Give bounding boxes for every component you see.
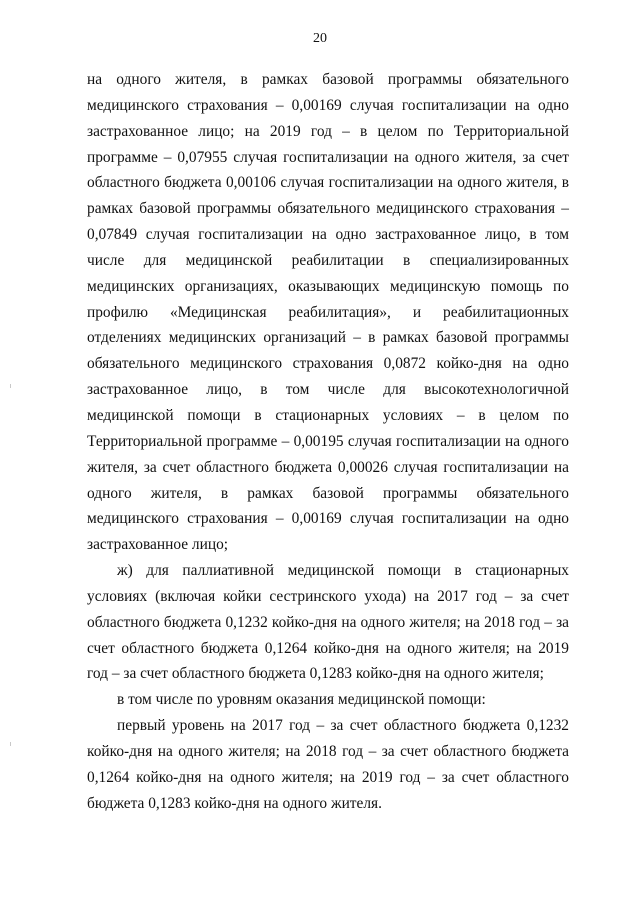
document-body xyxy=(87,67,569,816)
page-number: 20 xyxy=(313,31,327,46)
paragraph-continuation: на одного жителя, в рамках базовой программы обязательного медицинского страхования – 0,00169 случая госпитализации на одно застрахованное лицо; на 2019 год – в целом по Территориальной программе – 0,07955 случая госпитализации на одного жителя, за счет областного бюджета 0,00106 случая госпитализации на одного жителя, в рамках базовой программы обязательного медицинского страхования – 0,07849 случая госпитализации на одно застрахованное лицо, в том числе для медицинской реабилитации в специализированных медицинских организациях, оказывающих медицинскую помощь по профилю «Медицинская реабилитация», и реабилитационных отделениях медицинских организаций – в рамках базовой программы обязательного медицинского страхования 0,0872 койко-дня на одно застрахованное лицо, в том числе для высокотехнологичной медицинской помощи в стационарных условиях – в целом по Территориальной программе – 0,00195 случая госпитализации на одного жителя, за счет областного бюджета 0,00026 случая госпитализации на одного жителя, в рамках базовой программы обязательного медицинского страхования – 0,00169 случая госпитализации на одно застрахованное лицо; xyxy=(87,71,569,554)
paragraph-first-level: первый уровень на 2017 год – за счет областного бюджета 0,1232 койко-дня на одного жителя; на 2018 год – за счет областного бюджета 0,1264 койко-дня на одного жителя; на 2019 год – за счет областного бюджета 0,1283 койко-дня на одного жителя. xyxy=(87,717,569,812)
scan-edge-mark xyxy=(10,742,11,746)
paragraph-levels-intro: в том числе по уровням оказания медицинской помощи: xyxy=(117,691,486,709)
paragraph-item-zh: ж) для паллиативной медицинской помощи в стационарных условиях (включая койки сестринского ухода) на 2017 год – за счет областного бюджета 0,1232 койко-дня на одного жителя; на 2018 год – за счет областного бюджета 0,1264 койко-дня на одного жителя; на 2019 год – за счет областного бюджета 0,1283 койко-дня на одного жителя; xyxy=(87,562,569,683)
scan-edge-mark xyxy=(10,384,11,388)
